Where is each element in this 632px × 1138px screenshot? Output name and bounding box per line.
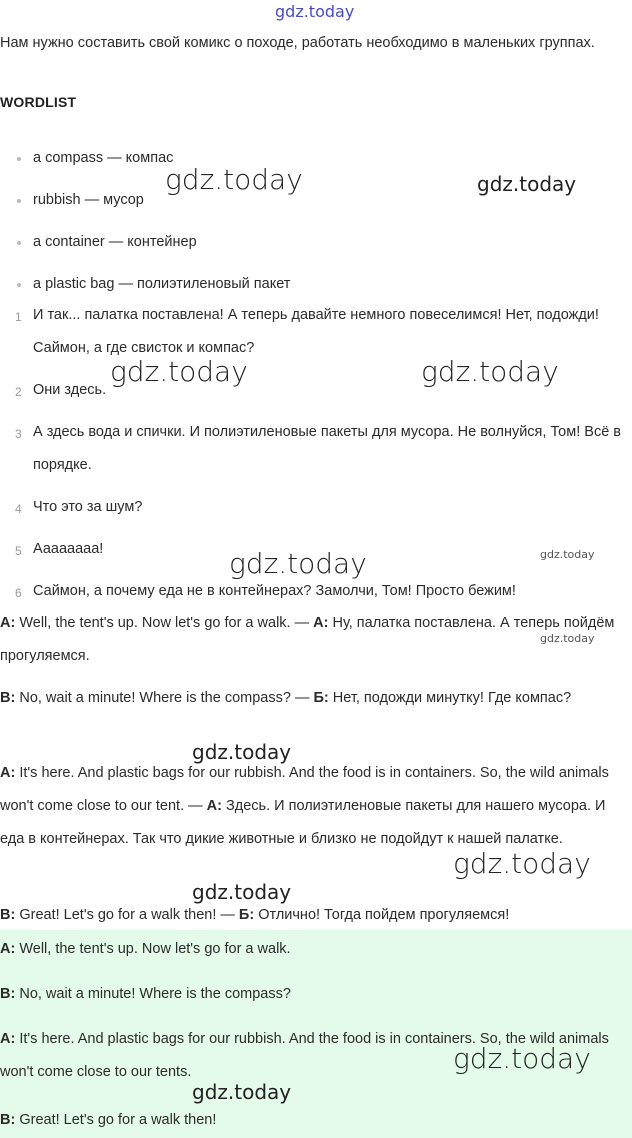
- watermark-top: gdz.today: [275, 2, 355, 21]
- wordlist-title: WORDLIST: [0, 94, 77, 110]
- translation-line: B: Great! Let's go for a walk then! — Б: Отлично! Тогда пойдем прогуляемся!: [0, 907, 510, 923]
- watermark: gdz.today: [540, 548, 595, 561]
- bullet-icon: [17, 157, 21, 161]
- intro-text: Нам нужно составить свой комикс о походе, работать необходимо в маленьких группах.: [0, 35, 595, 51]
- watermark: gdz.today: [421, 355, 559, 388]
- wordlist-item: a plastic bag — полиэтиленовый пакет: [33, 276, 291, 292]
- dialogue-number: 1: [15, 310, 22, 324]
- dialogue-number: 4: [15, 502, 22, 516]
- watermark: gdz.today: [192, 1080, 292, 1104]
- bullet-icon: [17, 283, 21, 287]
- dialogue-line: Ааааaaaa!: [33, 541, 104, 557]
- watermark: gdz.today: [192, 880, 292, 904]
- dialogue-line: Они здесь.: [33, 382, 107, 398]
- dialogue-number: 3: [15, 427, 22, 441]
- bullet-icon: [17, 199, 21, 203]
- watermark: gdz.today: [165, 163, 303, 196]
- watermark: gdz.today: [540, 632, 595, 645]
- answer-line: B: No, wait a minute! Where is the compass?: [0, 986, 291, 1002]
- dialogue-line: Что это за шум?: [33, 499, 143, 515]
- watermark: gdz.today: [477, 172, 577, 196]
- dialogue-number: 6: [15, 586, 22, 600]
- dialogue-number: 5: [15, 544, 22, 558]
- translation-line: A: Well, the tent's up. Now let's go for a walk. — А: Ну, палатка поставлена. А теперь пойдём прогуляемся.: [0, 615, 615, 664]
- watermark: gdz.today: [229, 547, 367, 580]
- wordlist-item: a compass — компас: [33, 150, 174, 166]
- answer-line: A: Well, the tent's up. Now let's go for a walk.: [0, 941, 291, 957]
- dialogue-line: Саймон, а почему еда не в контейнерах? Замолчи, Том! Просто бежим!: [33, 583, 516, 599]
- translation-line: B: No, wait a minute! Where is the compass? — Б: Нет, подожди минутку! Где компас?: [0, 690, 572, 706]
- watermark: gdz.today: [453, 1042, 591, 1075]
- watermark: gdz.today: [110, 355, 248, 388]
- answer-line: B: Great! Let's go for a walk then!: [0, 1112, 217, 1128]
- translation-line: A: It's here. And plastic bags for our rubbish. And the food is in containers. So, the wild animals won't come close to our tent. — А: Здесь. И полиэтиленовые пакеты для нашего мусора. И еда в контейнерах. Так что дикие животные и близко не подойдут к нашей палатке.: [0, 765, 609, 847]
- dialogue-line: А здесь вода и спички. И полиэтиленовые пакеты для мусора. Не волнуйся, Том! Всё в порядке.: [33, 424, 621, 473]
- dialogue-line: И так... палатка поставлена! А теперь давайте немного повеселимся! Нет, подожди! Саймон, а где свисток и компас?: [33, 307, 599, 356]
- wordlist-item: a container — контейнер: [33, 234, 197, 250]
- bullet-icon: [17, 241, 21, 245]
- wordlist-item: rubbish — мусор: [33, 192, 144, 208]
- watermark: gdz.today: [192, 740, 292, 764]
- dialogue-number: 2: [15, 385, 22, 399]
- watermark: gdz.today: [453, 847, 591, 880]
- answer-line: A: It's here. And plastic bags for our rubbish. And the food is in containers. So, the wild animals won't come close to our tents.: [0, 1031, 609, 1080]
